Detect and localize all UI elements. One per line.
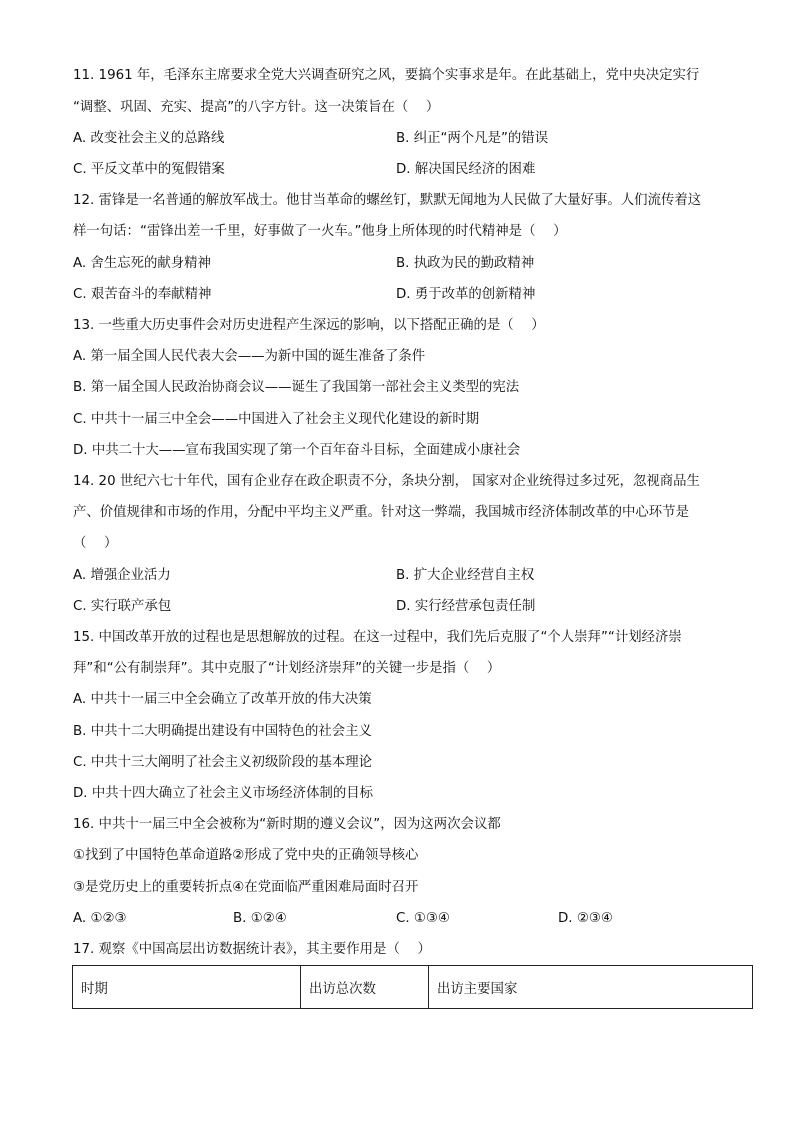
q12-option-b: B. 执政为民的勤政精神 xyxy=(396,256,535,271)
q15-option-c: C. 中共十三大阐明了社会主义初级阶段的基本理论 xyxy=(73,755,373,770)
q15-stem-line-1: 15. 中国改革开放的过程也是思想解放的过程。在这一过程中，我们先后克服了“个人崇拜”“计划经济崇 xyxy=(73,630,682,645)
q16-option-b: B. ①②④ xyxy=(233,911,287,926)
q11-option-d: D. 解决国民经济的困难 xyxy=(396,162,536,177)
q14-option-d: D. 实行经营承包责任制 xyxy=(396,599,536,614)
q13-option-b: B. 第一届全国人民政治协商会议——诞生了我国第一部社会主义类型的宪法 xyxy=(73,380,520,395)
q16-statement-line-2: ③是党历史上的重要转折点④在党面临严重困难局面时召开 xyxy=(73,880,419,895)
q16-option-c: C. ①③④ xyxy=(396,911,450,926)
table-header-main-countries: 出访主要国家 xyxy=(429,966,753,1009)
q12-option-c: C. 艰苦奋斗的奉献精神 xyxy=(73,287,212,302)
q14-stem-line-2: 产、价值规律和市场的作用，分配中平均主义严重。针对这一弊端，我国城市经济体制改革的中心环节是 xyxy=(73,505,689,520)
q16-option-a: A. ①②③ xyxy=(73,911,127,926)
q13-stem-line-1: 13. 一些重大历史事件会对历史进程产生深远的影响，以下搭配正确的是（ ） xyxy=(73,318,545,333)
q16-option-d: D. ②③④ xyxy=(558,911,613,926)
q16-stem-line-1: 16. 中共十一届三中全会被称为“新时期的遵义会议”，因为这两次会议都 xyxy=(73,817,501,832)
q14-stem-line-1: 14. 20 世纪六七十年代，国有企业存在政企职责不分，条块分割， 国家对企业统得过多过死，忽视商品生 xyxy=(73,474,700,489)
q14-option-c: C. 实行联产承包 xyxy=(73,599,172,614)
q11-stem-line-1: 11. 1961 年，毛泽东主席要求全党大兴调查研究之风，要搞个实事求是年。在此基础上，党中央决定实行 xyxy=(73,68,700,83)
q13-option-d: D. 中共二十大——宣布我国实现了第一个百年奋斗目标，全面建成小康社会 xyxy=(73,443,521,458)
q11-option-c: C. 平反文革中的冤假错案 xyxy=(73,162,225,177)
q13-option-a: A. 第一届全国人民代表大会——为新中国的诞生准备了条件 xyxy=(73,349,426,364)
q11-option-b: B. 纠正“两个凡是”的错误 xyxy=(396,131,549,146)
q15-option-a: A. 中共十一届三中全会确立了改革开放的伟大决策 xyxy=(73,692,372,707)
q15-option-d: D. 中共十四大确立了社会主义市场经济体制的目标 xyxy=(73,786,374,801)
q11-option-a: A. 改变社会主义的总路线 xyxy=(73,131,225,146)
table-header-total-visits: 出访总次数 xyxy=(301,966,429,1009)
visit-statistics-table xyxy=(72,965,753,1009)
q14-option-a: A. 增强企业活力 xyxy=(73,568,171,583)
table-header-row xyxy=(73,966,753,1009)
q17-stem-line-1: 17. 观察《中国高层出访数据统计表》，其主要作用是（ ） xyxy=(73,942,431,957)
q15-stem-line-2: 拜”和“公有制崇拜”。其中克服了“计划经济崇拜”的关键一步是指（ ） xyxy=(73,661,501,676)
table-header-period: 时期 xyxy=(73,966,301,1009)
q14-option-b: B. 扩大企业经营自主权 xyxy=(396,568,535,583)
q16-statement-line-1: ①找到了中国特色革命道路②形成了党中央的正确领导核心 xyxy=(73,848,419,863)
q12-option-d: D. 勇于改革的创新精神 xyxy=(396,287,536,302)
q12-option-a: A. 舍生忘死的献身精神 xyxy=(73,256,211,271)
q13-option-c: C. 中共十一届三中全会——中国进入了社会主义现代化建设的新时期 xyxy=(73,412,480,427)
q11-stem-line-2: “调整、巩固、充实、提高”的八字方针。这一决策旨在（ ） xyxy=(73,100,440,115)
q12-stem-line-2: 样一句话：“雷锋出差一千里，好事做了一火车。”他身上所体现的时代精神是（ ） xyxy=(73,224,567,239)
q15-option-b: B. 中共十二大明确提出建设有中国特色的社会主义 xyxy=(73,724,372,739)
q14-stem-line-3: （ ） xyxy=(73,536,118,551)
q12-stem-line-1: 12. 雷锋是一名普通的解放军战士。他甘当革命的螺丝钉，默默无闻地为人民做了大量好事。人们流传着这 xyxy=(73,193,702,208)
